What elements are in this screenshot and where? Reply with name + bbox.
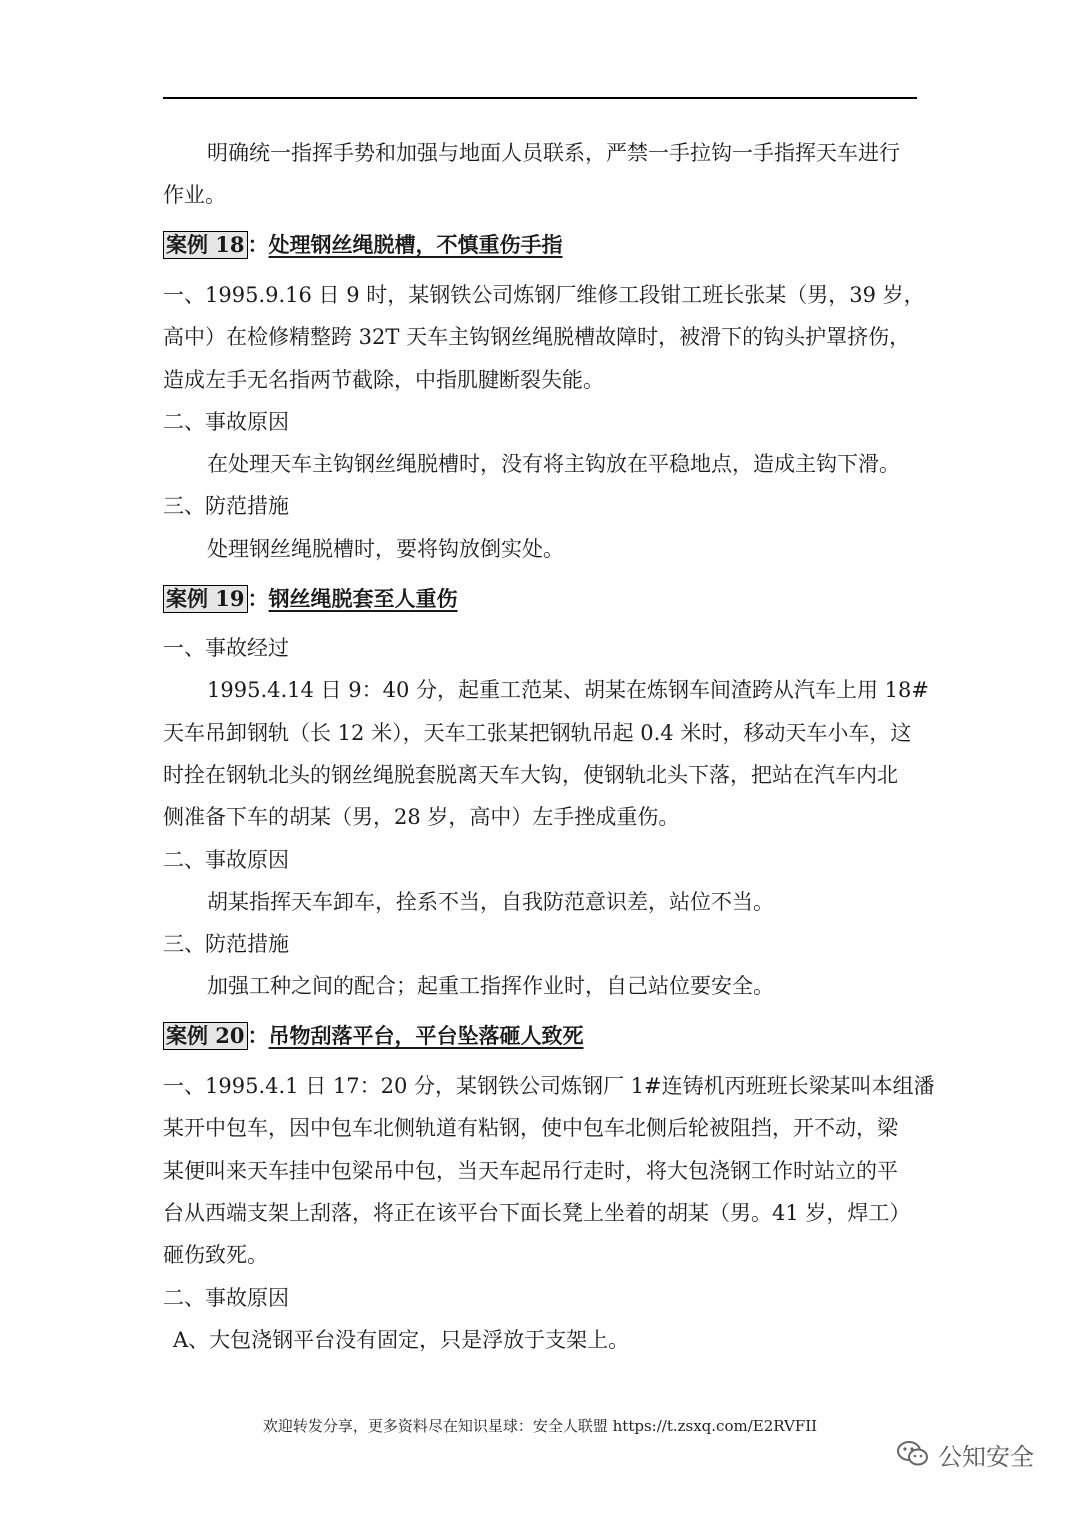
watermark xyxy=(896,1432,1056,1476)
paragraph-line: 台从西端支架上刮落，将正在该平台下面长凳上坐着的胡某（男。41 岁，焊工） xyxy=(163,1201,911,1225)
section-heading: 一、事故经过 xyxy=(163,636,289,660)
case-separator: ： xyxy=(247,1023,269,1048)
paragraph-line: 某便叫来天车挂中包梁吊中包，当天车起吊行走时，将大包浇钢工作时站立的平 xyxy=(163,1159,898,1183)
section-heading: 二、事故原因 xyxy=(163,1286,289,1310)
wechat-icon xyxy=(896,1439,930,1469)
paragraph-line: 砸伤致死。 xyxy=(163,1243,268,1267)
watermark-text: 公知安全 xyxy=(938,1442,1034,1471)
case-number: 案例 19 xyxy=(163,585,248,613)
paragraph-line: 高中）在检修精整跨 32T 天车主钩钢丝绳脱槽故障时，被滑下的钩头护罩挤伤， xyxy=(163,325,911,349)
case-number: 案例 20 xyxy=(163,1022,248,1050)
paragraph-line: 胡某指挥天车卸车，拴系不当，自我防范意识差，站位不当。 xyxy=(207,890,774,914)
paragraph-line: 处理钢丝绳脱槽时，要将钩放倒实处。 xyxy=(207,537,564,561)
paragraph-line: 作业。 xyxy=(163,183,226,207)
section-heading: 二、事故原因 xyxy=(163,848,289,872)
paragraph-line: 造成左手无名指两节截除，中指肌腱断裂失能。 xyxy=(163,368,604,392)
case-title: 钢丝绳脱套至人重伤 xyxy=(268,586,458,611)
header-rule xyxy=(163,97,917,99)
section-heading: 二、事故原因 xyxy=(163,410,289,434)
section-heading: 三、防范措施 xyxy=(163,932,289,956)
paragraph-line: 一、1995.4.1 日 17：20 分，某钢铁公司炼钢厂 1#连铸机丙班班长梁某叫本组潘 xyxy=(163,1074,935,1098)
paragraph-line: 明确统一指挥手势和加强与地面人员联系，严禁一手拉钩一手指挥天车进行 xyxy=(207,141,900,165)
paragraph-line: 天车吊卸钢轨（长 12 米），天车工张某把钢轨吊起 0.4 米时，移动天车小车，这 xyxy=(163,721,912,745)
paragraph-line: 在处理天车主钩钢丝绳脱槽时，没有将主钩放在平稳地点，造成主钩下滑。 xyxy=(207,452,900,476)
case-title: 吊物刮落平台，平台坠落砸人致死 xyxy=(268,1023,584,1048)
case-heading-18 xyxy=(163,230,917,260)
paragraph-line: 时拴在钢轨北头的钢丝绳脱套脱离天车大钩，使钢轨北头下落，把站在汽车内北 xyxy=(163,763,898,787)
case-heading-19 xyxy=(163,584,917,614)
paragraph-line: A、大包浇钢平台没有固定，只是浮放于支架上。 xyxy=(173,1328,630,1352)
paragraph-line: 某开中包车，因中包车北侧轨道有粘钢，使中包车北侧后轮被阻挡，开不动，梁 xyxy=(163,1116,898,1140)
case-heading-20 xyxy=(163,1021,917,1051)
page-footer: 欢迎转发分享，更多资料尽在知识星球：安全人联盟 https://t.zsxq.com/E2RVFII xyxy=(262,1417,818,1435)
paragraph-line: 侧准备下车的胡某（男，28 岁，高中）左手挫成重伤。 xyxy=(163,805,680,829)
case-separator: ： xyxy=(247,586,269,611)
case-number: 案例 18 xyxy=(163,231,248,259)
case-title: 处理钢丝绳脱槽，不慎重伤手指 xyxy=(268,232,563,257)
case-separator: ： xyxy=(247,232,269,257)
paragraph-line: 一、1995.9.16 日 9 时，某钢铁公司炼钢厂维修工段钳工班长张某（男，39 岁， xyxy=(163,283,925,307)
section-heading: 三、防范措施 xyxy=(163,494,289,518)
paragraph-line: 加强工种之间的配合；起重工指挥作业时，自己站位要安全。 xyxy=(207,974,774,998)
paragraph-line: 1995.4.14 日 9：40 分，起重工范某、胡某在炼钢车间渣跨从汽车上用 18# xyxy=(207,678,929,702)
